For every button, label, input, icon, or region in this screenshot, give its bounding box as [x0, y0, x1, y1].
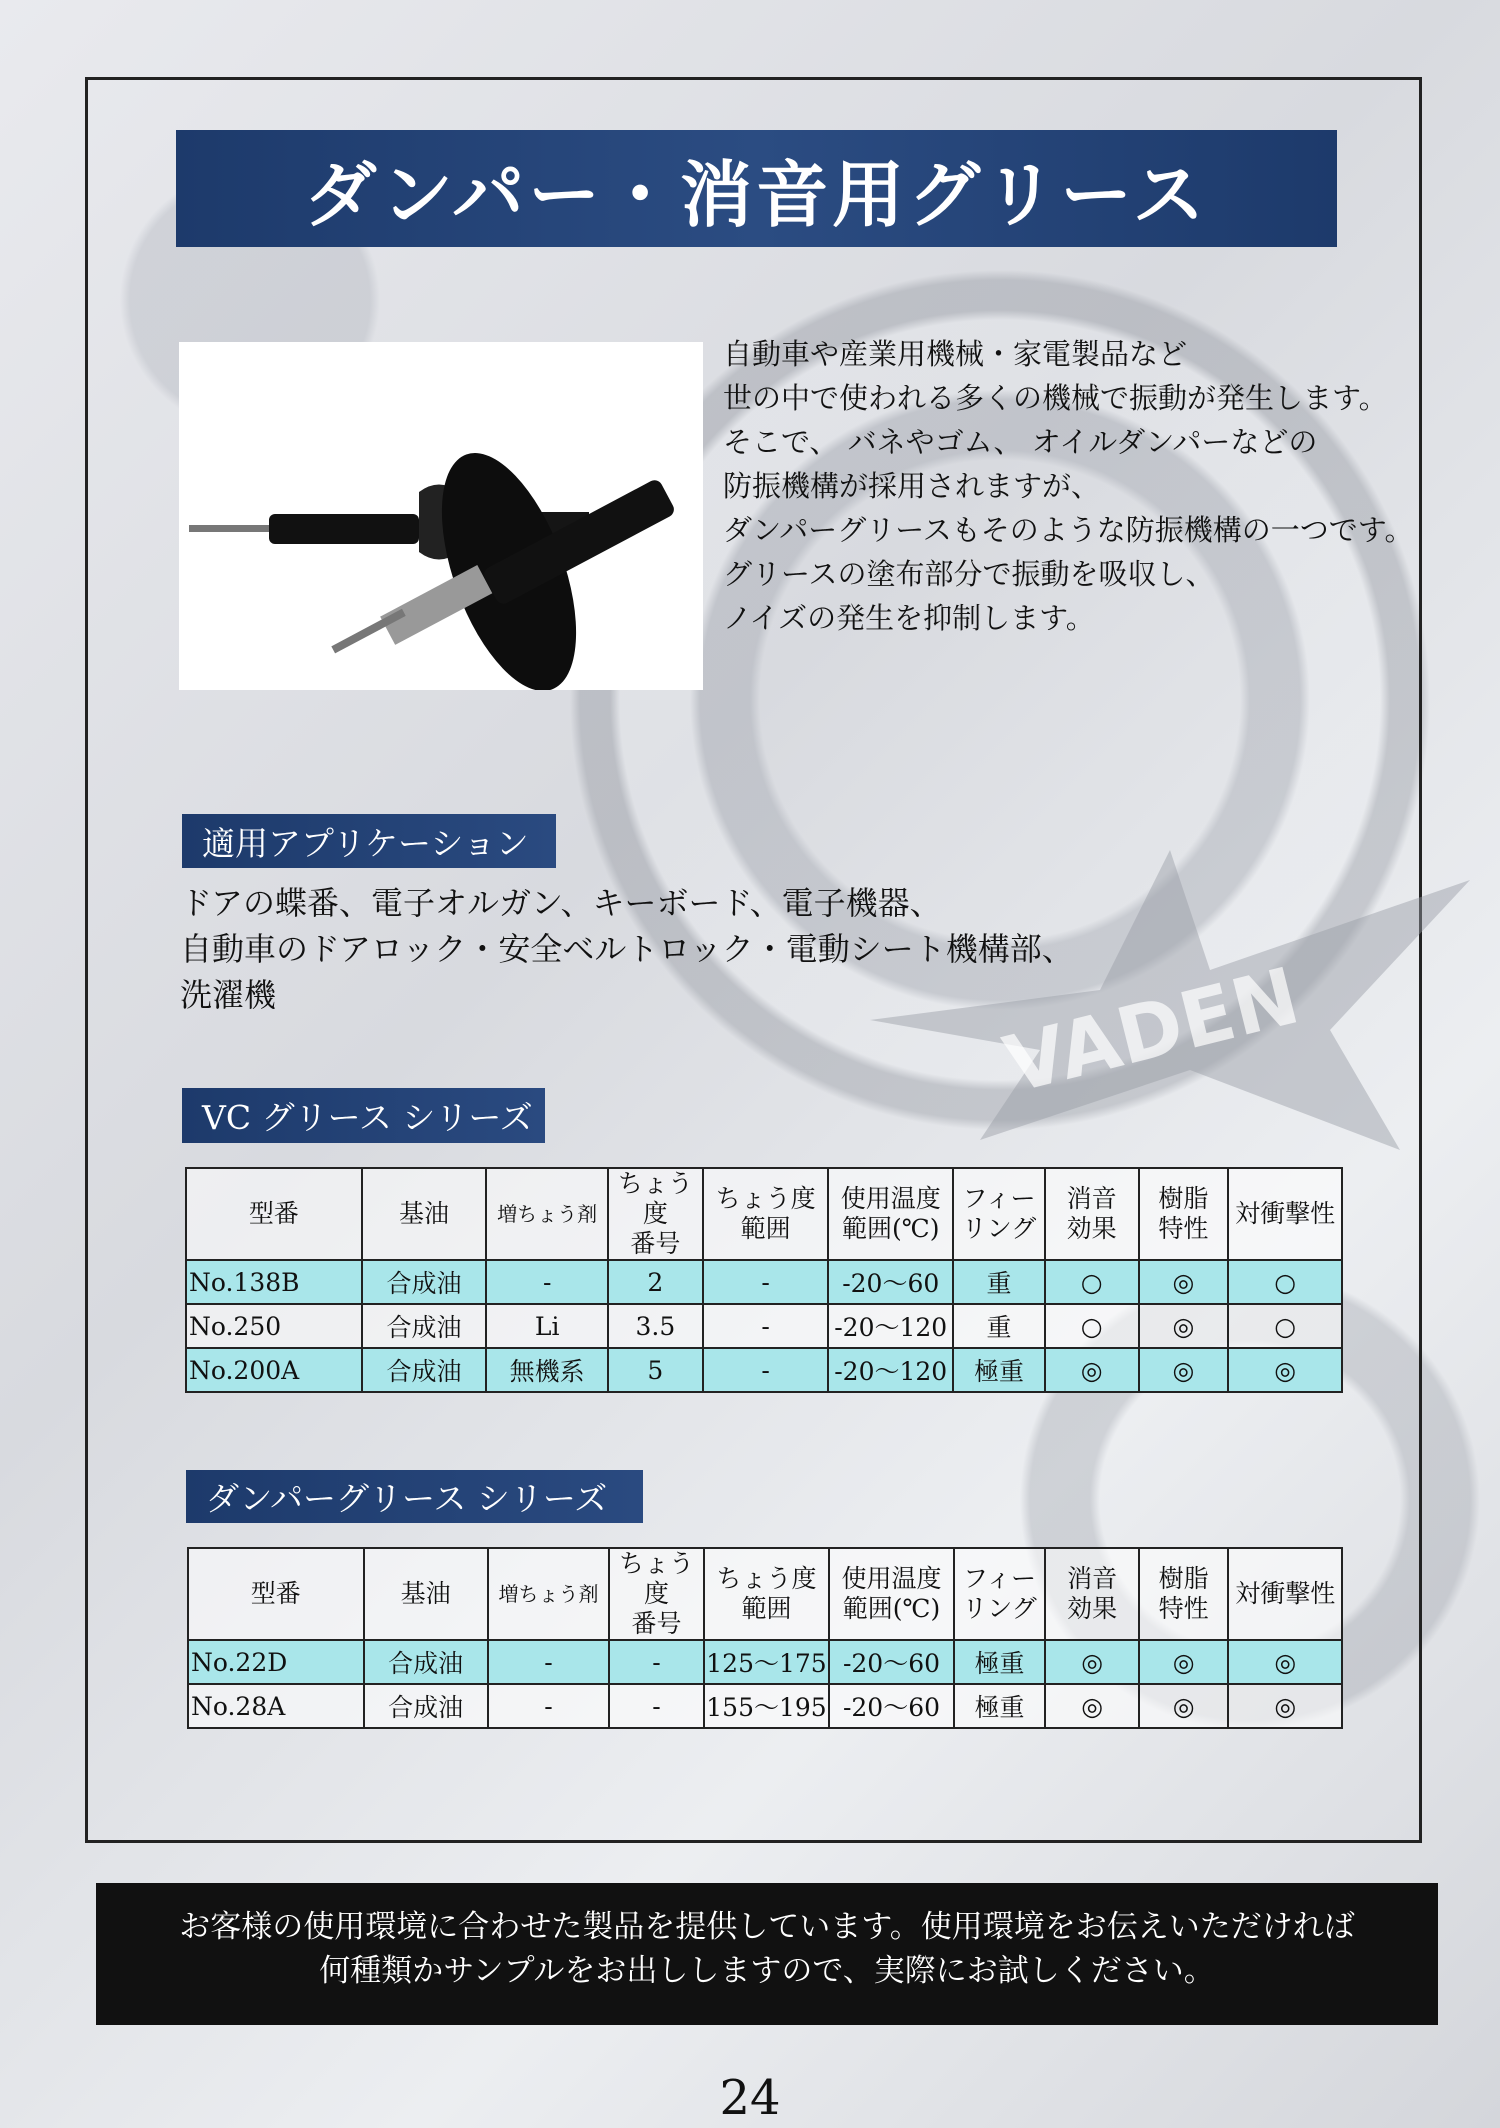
table-cell: 125～175 [704, 1640, 830, 1684]
intro-line: グリースの塗布部分で振動を吸収し、 [723, 557, 1215, 591]
table-cell: 合成油 [364, 1640, 488, 1684]
table-cell: - [609, 1640, 704, 1684]
table-cell: -20～60 [829, 1684, 954, 1728]
table-cell: 合成油 [364, 1684, 488, 1728]
table-cell: 5 [608, 1348, 703, 1392]
table-cell: No.28A [188, 1684, 364, 1728]
page-title: ダンパー・消音用グリース [176, 130, 1337, 247]
applications-list [180, 880, 1074, 1018]
footer-line: 何種類かサンプルをお出ししますので、実際にお試しください。 [319, 1953, 1215, 1989]
table-cell: ○ [1045, 1304, 1139, 1348]
column-header: 対衝撃性 [1228, 1548, 1342, 1640]
table-cell: No.250 [186, 1304, 362, 1348]
table-cell: 無機系 [486, 1348, 608, 1392]
vc-series-table [185, 1167, 1343, 1393]
column-header: 樹脂 特性 [1139, 1548, 1229, 1640]
table-cell: 155～195 [704, 1684, 830, 1728]
table-cell: ◎ [1139, 1304, 1229, 1348]
column-header: 基油 [364, 1548, 488, 1640]
intro-line: ノイズの発生を抑制します。 [723, 601, 1095, 635]
table-cell: ◎ [1045, 1640, 1139, 1684]
table-cell: ◎ [1139, 1640, 1229, 1684]
table-cell: ◎ [1228, 1684, 1342, 1728]
table-cell: 重 [953, 1304, 1045, 1348]
column-header: 使用温度 範囲(℃) [829, 1548, 954, 1640]
column-header: 基油 [362, 1168, 487, 1260]
table-cell: 3.5 [608, 1304, 703, 1348]
vc-series-heading: VC グリース シリーズ [182, 1088, 545, 1143]
table-cell: 極重 [953, 1348, 1045, 1392]
table-cell: - [488, 1640, 609, 1684]
table-row [188, 1640, 1342, 1684]
column-header: 消音 効果 [1045, 1548, 1139, 1640]
table-row [186, 1348, 1342, 1392]
table-cell: ◎ [1228, 1640, 1342, 1684]
column-header: 使用温度 範囲(℃) [828, 1168, 953, 1260]
table-cell: - [703, 1348, 829, 1392]
table-row [186, 1304, 1342, 1348]
table-cell: - [609, 1684, 704, 1728]
table-row [186, 1260, 1342, 1304]
column-header: ちょう度 番号 [608, 1168, 703, 1260]
table-cell: 極重 [954, 1684, 1046, 1728]
table-cell: ◎ [1228, 1348, 1342, 1392]
table-cell: 2 [608, 1260, 703, 1304]
table-cell: ◎ [1045, 1348, 1139, 1392]
table-cell: No.22D [188, 1640, 364, 1684]
intro-line: 防振機構が採用されますが、 [723, 469, 1101, 503]
application-line: ドアの蝶番、電子オルガン、キーボード、電子機器、 [180, 884, 942, 922]
table-cell: 重 [953, 1260, 1045, 1304]
column-header: 増ちょう剤 [488, 1548, 609, 1640]
damper-series-table [187, 1547, 1343, 1729]
column-header: 型番 [186, 1168, 362, 1260]
table-cell: 合成油 [362, 1260, 487, 1304]
page-number: 24 [719, 2070, 781, 2126]
table-cell: 合成油 [362, 1304, 487, 1348]
applications-heading: 適用アプリケーション [182, 814, 556, 868]
intro-line: ダンパーグリースもそのような防振機構の一つです。 [723, 513, 1414, 547]
table-cell: -20～120 [828, 1348, 953, 1392]
column-header: 増ちょう剤 [486, 1168, 608, 1260]
damper-series-heading: ダンパーグリース シリーズ [186, 1470, 643, 1523]
table-cell: ○ [1228, 1260, 1342, 1304]
intro-line: 世の中で使われる多くの機械で振動が発生します。 [723, 381, 1388, 415]
table-cell: - [703, 1304, 829, 1348]
table-cell: - [486, 1260, 608, 1304]
table-cell: ◎ [1045, 1684, 1139, 1728]
table-cell: 合成油 [362, 1348, 487, 1392]
table-cell: ○ [1045, 1260, 1139, 1304]
table-cell: No.200A [186, 1348, 362, 1392]
table-cell: ◎ [1139, 1684, 1229, 1728]
table-header-row [188, 1548, 1342, 1640]
table-cell: -20～120 [828, 1304, 953, 1348]
table-cell: No.138B [186, 1260, 362, 1304]
table-header-row [186, 1168, 1342, 1260]
application-line: 洗濯機 [180, 976, 277, 1014]
intro-text [723, 332, 1414, 640]
column-header: フィー リング [954, 1548, 1046, 1640]
column-header: ちょう度 範囲 [704, 1548, 830, 1640]
column-header: 型番 [188, 1548, 364, 1640]
table-cell: ○ [1228, 1304, 1342, 1348]
table-cell: Li [486, 1304, 608, 1348]
intro-line: そこで、 バネやゴム、 オイルダンパーなどの [723, 425, 1318, 459]
table-row [188, 1684, 1342, 1728]
table-cell: - [488, 1684, 609, 1728]
footer-line: お客様の使用環境に合わせた製品を提供しています。使用環境をお伝えいただければ [179, 1909, 1355, 1945]
svg-text:VADEN: VADEN [996, 951, 1308, 1112]
table-cell: -20～60 [828, 1260, 953, 1304]
table-cell: ◎ [1139, 1260, 1229, 1304]
column-header: フィー リング [953, 1168, 1045, 1260]
column-header: ちょう度 番号 [609, 1548, 704, 1640]
application-line: 自動車のドアロック・安全ベルトロック・電動シート機構部、 [180, 930, 1074, 968]
table-cell: ◎ [1139, 1348, 1229, 1392]
shock-absorber-image [179, 342, 703, 690]
table-cell: -20～60 [829, 1640, 954, 1684]
column-header: 樹脂 特性 [1139, 1168, 1229, 1260]
footer-banner [96, 1883, 1438, 2025]
intro-line: 自動車や産業用機械・家電製品など [723, 337, 1188, 371]
column-header: 対衝撃性 [1228, 1168, 1342, 1260]
column-header: 消音 効果 [1045, 1168, 1139, 1260]
column-header: ちょう度 範囲 [703, 1168, 829, 1260]
table-cell: - [703, 1260, 829, 1304]
table-cell: 極重 [954, 1640, 1046, 1684]
